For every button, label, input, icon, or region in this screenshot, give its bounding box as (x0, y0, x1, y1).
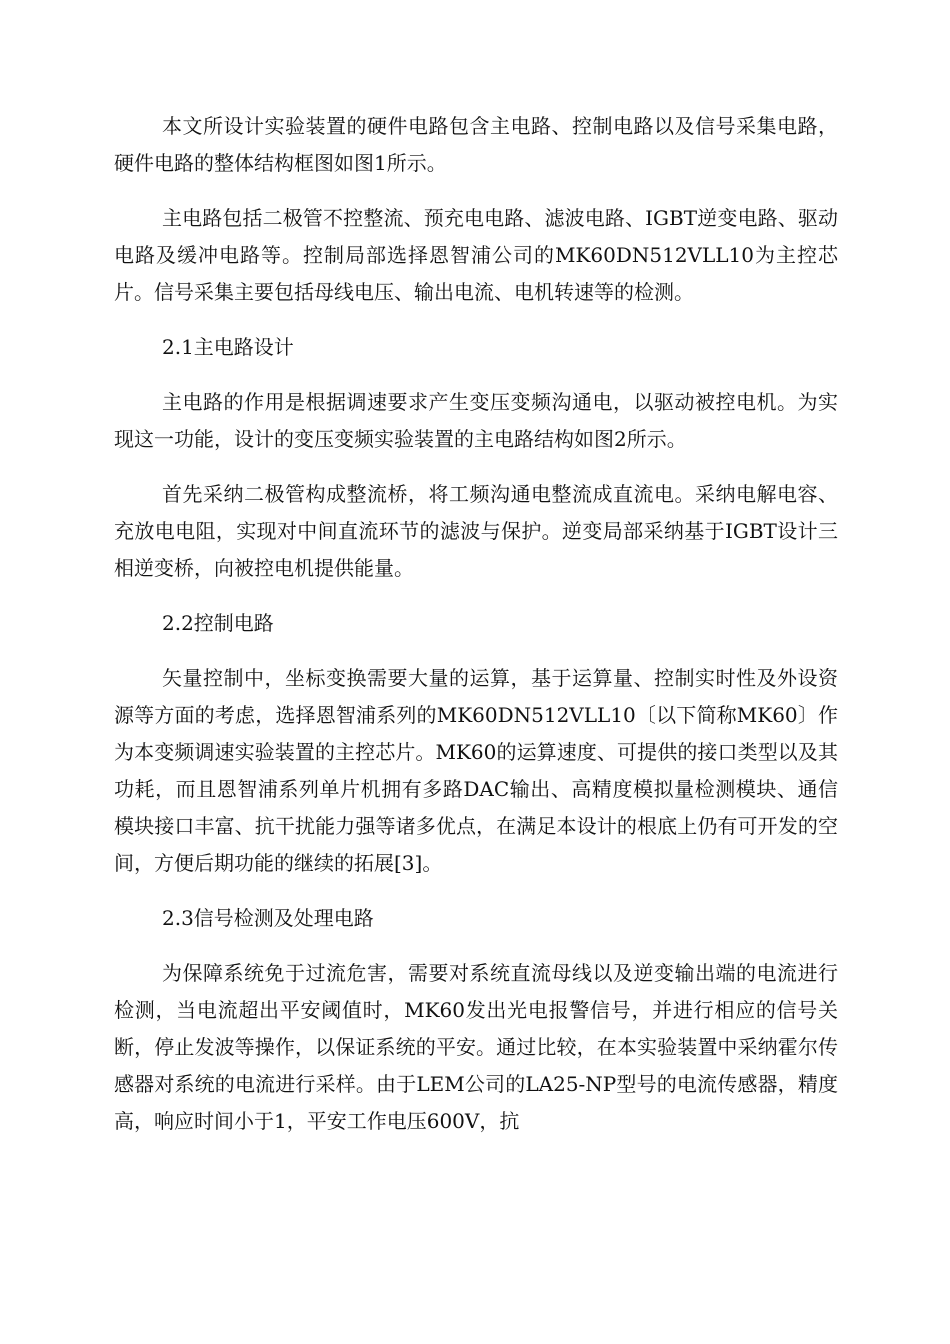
intro-paragraph-2: 主电路包括二极管不控整流、预充电电路、滤波电路、IGBT逆变电路、驱动电路及缓冲电路等。控制局部选择恩智浦公司的MK60DN512VLL10为主控芯片。信号采集主要包括母线电压、输出电流、电机转速等的检测。 (114, 206, 838, 304)
section-2-1-paragraph-2: 首先采纳二极管构成整流桥，将工频沟通电整流成直流电。采纳电解电容、充放电电阻，实现对中间直流环节的滤波与保护。逆变局部采纳基于IGBT设计三相逆变桥，向被控电机提供能量。 (114, 482, 838, 580)
section-heading-2-3: 2.3信号检测及处理电路 (162, 906, 374, 930)
section-2-2-paragraph-1: 矢量控制中，坐标变换需要大量的运算，基于运算量、控制实时性及外设资源等方面的考虑，选择恩智浦系列的MK60DN512VLL10〔以下简称MK60〕作为本变频调速实验装置的主控芯片。MK60的运算速度、可提供的接口类型以及其功耗，而且恩智浦系列单片机拥有多路DAC输出、高精度模拟量检测模块、通信模块接口丰富、抗干扰能力强等诸多优点，在满足本设计的根底上仍有可开发的空间，方便后期功能的继续的拓展[3]。 (114, 666, 838, 875)
section-heading-2-2: 2.2控制电路 (162, 611, 274, 635)
section-heading-2-1: 2.1主电路设计 (162, 335, 294, 359)
intro-paragraph-1: 本文所设计实验装置的硬件电路包含主电路、控制电路以及信号采集电路，硬件电路的整体结构框图如图1所示。 (114, 114, 838, 175)
document-page (114, 108, 838, 1158)
section-2-3-paragraph-1: 为保障系统免于过流危害，需要对系统直流母线以及逆变输出端的电流进行检测，当电流超出平安阈值时，MK60发出光电报警信号，并进行相应的信号关断，停止发波等操作，以保证系统的平安。通过比较，在本实验装置中采纳霍尔传感器对系统的电流进行采样。由于LEM公司的LA25-NP型号的电流传感器，精度高，响应时间小于1，平安工作电压600V，抗 (114, 961, 838, 1133)
section-2-1-paragraph-1: 主电路的作用是根据调速要求产生变压变频沟通电，以驱动被控电机。为实现这一功能，设计的变压变频实验装置的主电路结构如图2所示。 (114, 390, 838, 451)
